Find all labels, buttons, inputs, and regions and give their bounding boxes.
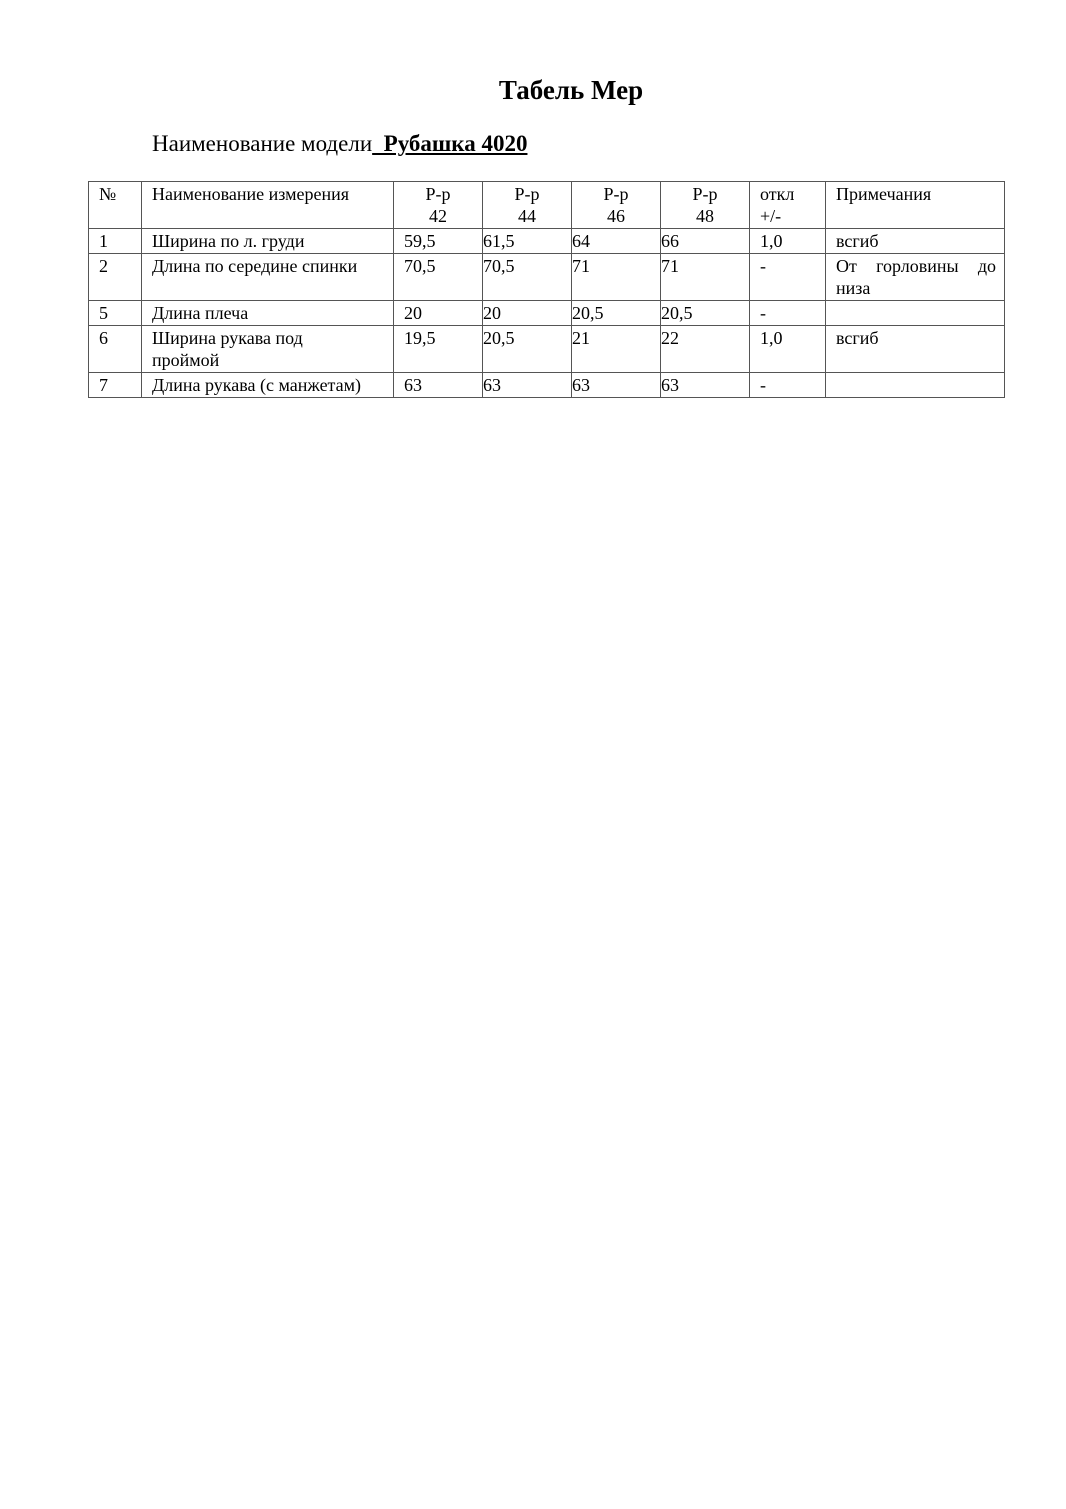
cell-size-44: 63 — [483, 373, 572, 398]
cell-tolerance: - — [750, 373, 826, 398]
model-name: Рубашка 4020 — [372, 131, 528, 156]
cell-note: всгиб — [826, 326, 1005, 373]
cell-size-46: 21 — [572, 326, 661, 373]
cell-tolerance: 1,0 — [750, 229, 826, 254]
header-tolerance-sign: +/- — [760, 206, 782, 226]
header-tolerance-label: откл — [760, 184, 795, 204]
header-tolerance — [750, 182, 826, 229]
header-name: Наименование измерения — [142, 182, 394, 229]
header-size-value: 42 — [429, 206, 447, 226]
header-size-value: 44 — [518, 206, 536, 226]
cell-size-48: 63 — [661, 373, 750, 398]
cell-size-46: 64 — [572, 229, 661, 254]
cell-num: 6 — [89, 326, 142, 373]
cell-size-42: 59,5 — [394, 229, 483, 254]
cell-name: Длина по середине спинки — [142, 254, 394, 301]
cell-name: Ширина рукава под проймой — [142, 326, 394, 373]
cell-size-48: 22 — [661, 326, 750, 373]
table-row — [89, 229, 1005, 254]
table-row — [89, 301, 1005, 326]
header-size-value: 46 — [607, 206, 625, 226]
cell-size-44: 20 — [483, 301, 572, 326]
header-size-value: 48 — [696, 206, 714, 226]
header-size-44 — [483, 182, 572, 229]
cell-num: 1 — [89, 229, 142, 254]
cell-size-44: 61,5 — [483, 229, 572, 254]
cell-size-42: 70,5 — [394, 254, 483, 301]
page-title: Табель Мер — [498, 75, 644, 105]
table-row — [89, 373, 1005, 398]
cell-name: Ширина по л. груди — [142, 229, 394, 254]
cell-size-44: 70,5 — [483, 254, 572, 301]
cell-size-48: 20,5 — [661, 301, 750, 326]
cell-tolerance: - — [750, 301, 826, 326]
cell-name: Длина плеча — [142, 301, 394, 326]
model-label: Наименование модели — [152, 131, 373, 156]
cell-tolerance: 1,0 — [750, 326, 826, 373]
cell-size-46: 63 — [572, 373, 661, 398]
cell-size-46: 71 — [572, 254, 661, 301]
header-size-prefix: Р-р — [603, 184, 629, 204]
table-row — [89, 254, 1005, 301]
header-size-46 — [572, 182, 661, 229]
header-size-42 — [394, 182, 483, 229]
header-size-prefix: Р-р — [692, 184, 718, 204]
cell-name: Длина рукава (с манжетам) — [142, 373, 394, 398]
cell-size-48: 66 — [661, 229, 750, 254]
cell-note — [826, 373, 1005, 398]
header-num: № — [89, 182, 142, 229]
cell-size-42: 63 — [394, 373, 483, 398]
cell-tolerance: - — [750, 254, 826, 301]
cell-size-42: 19,5 — [394, 326, 483, 373]
cell-note: От горловины до низа — [826, 254, 1005, 301]
header-size-prefix: Р-р — [425, 184, 451, 204]
cell-size-42: 20 — [394, 301, 483, 326]
cell-num: 2 — [89, 254, 142, 301]
header-notes: Примечания — [826, 182, 1005, 229]
table-header-row — [89, 182, 1005, 229]
table-row — [89, 326, 1005, 373]
cell-size-48: 71 — [661, 254, 750, 301]
model-line — [152, 128, 527, 160]
cell-num: 5 — [89, 301, 142, 326]
measurements-table — [88, 181, 1005, 398]
header-size-48 — [661, 182, 750, 229]
cell-note: всгиб — [826, 229, 1005, 254]
cell-size-46: 20,5 — [572, 301, 661, 326]
cell-size-44: 20,5 — [483, 326, 572, 373]
cell-note — [826, 301, 1005, 326]
header-size-prefix: Р-р — [514, 184, 540, 204]
cell-num: 7 — [89, 373, 142, 398]
